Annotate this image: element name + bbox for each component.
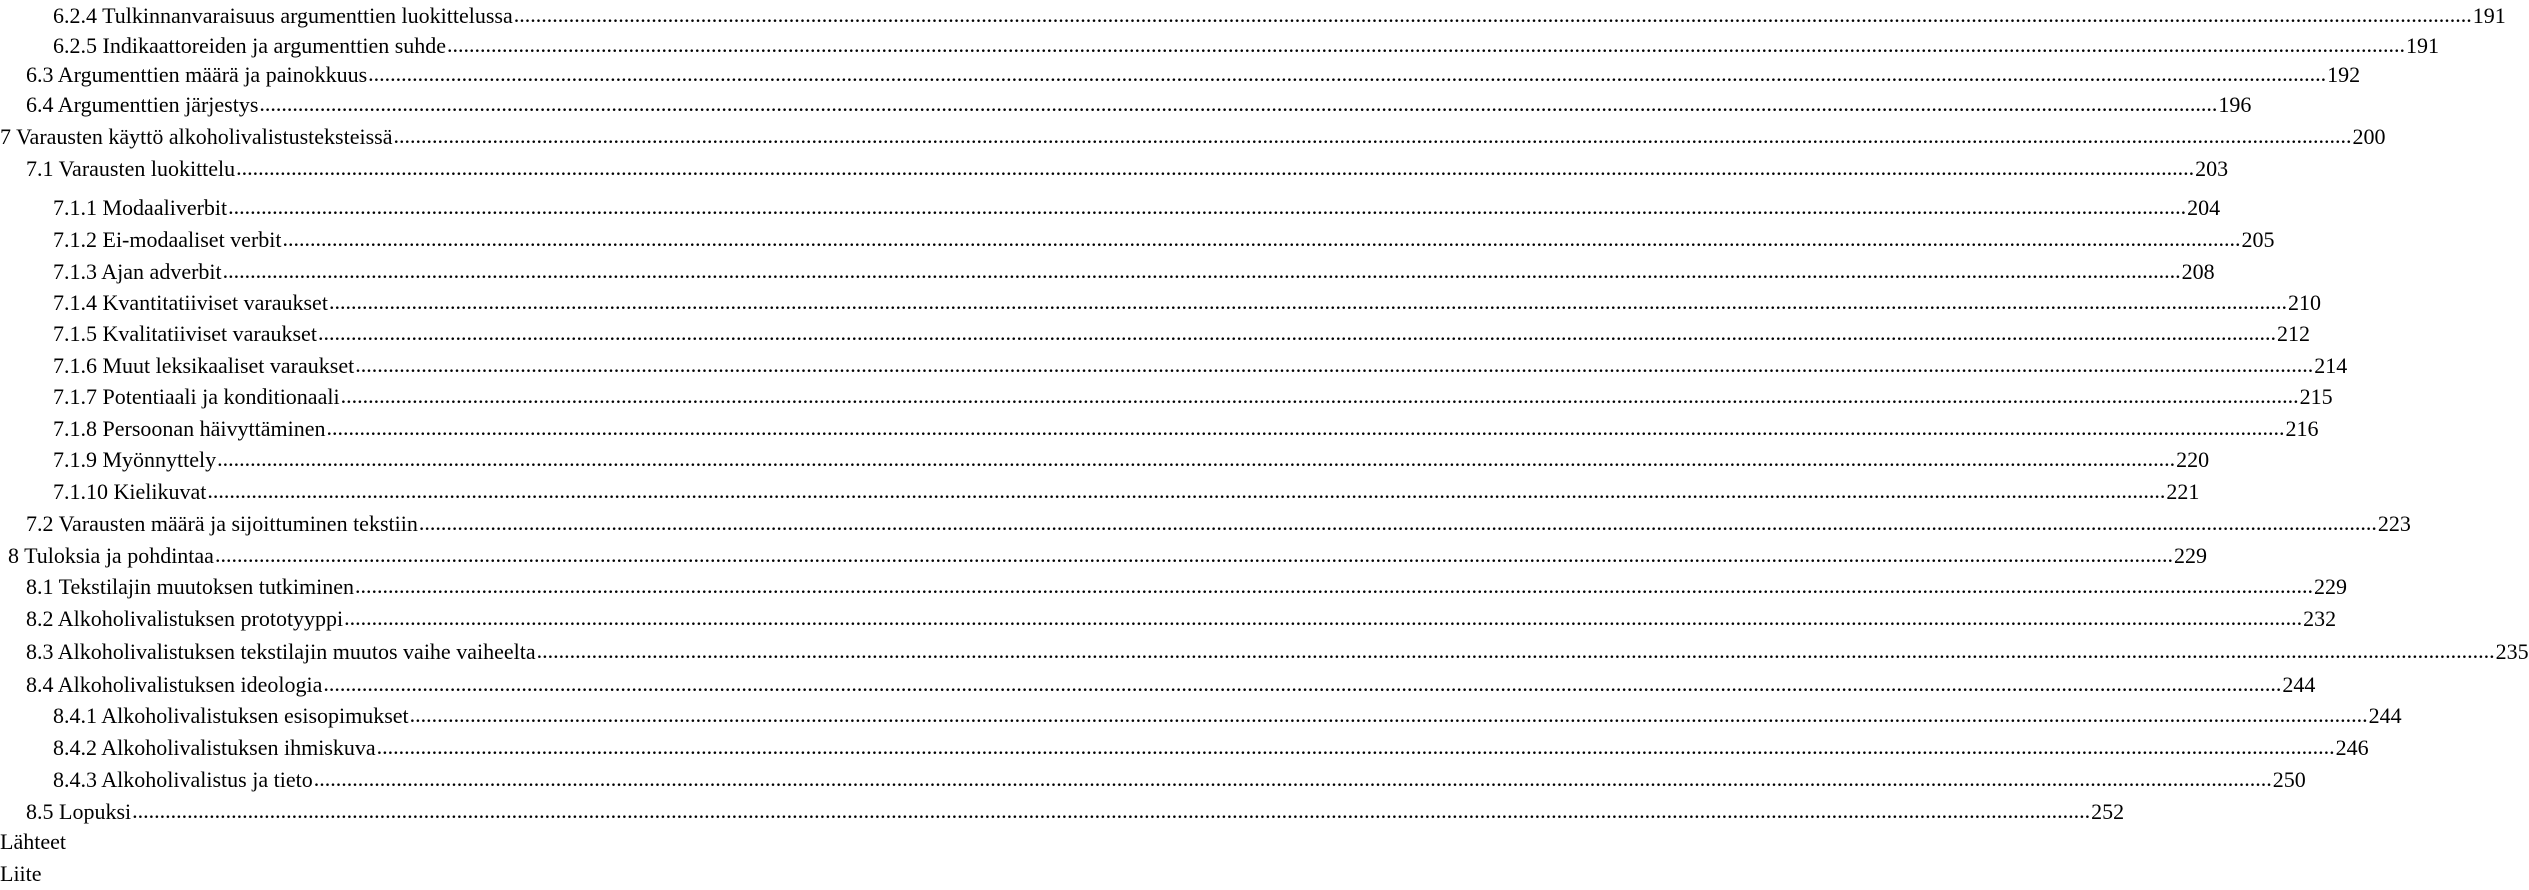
toc-entry-7-1-8[interactable] bbox=[53, 413, 2319, 445]
toc-entry-title: 7.1.3 Ajan adverbit bbox=[53, 259, 222, 284]
toc-entry-7-1-1[interactable] bbox=[53, 192, 2221, 224]
toc-entry-title: 8.4.2 Alkoholivalistuksen ihmiskuva bbox=[53, 735, 376, 760]
toc-leader-dots bbox=[323, 668, 2281, 700]
toc-entry-title: 7.1.1 Modaaliverbit bbox=[53, 195, 228, 220]
toc-entry-8-3[interactable] bbox=[26, 636, 2529, 668]
toc-entry-title: 7.1.8 Persoonan häivyttäminen bbox=[53, 416, 326, 441]
toc-entry-7-2[interactable] bbox=[26, 508, 2411, 540]
toc-leader-dots bbox=[207, 475, 2165, 507]
toc-entry-7[interactable] bbox=[0, 121, 2386, 153]
toc-entry-page: 205 bbox=[2241, 227, 2275, 252]
toc-leader-dots bbox=[537, 635, 2495, 667]
toc-leader-dots bbox=[393, 120, 2351, 152]
toc-leader-dots bbox=[228, 191, 2186, 223]
toc-entry-page: 192 bbox=[2327, 62, 2361, 87]
toc-entry-8-5[interactable] bbox=[26, 796, 2125, 828]
toc-entry-page: 220 bbox=[2176, 447, 2210, 472]
toc-leader-dots bbox=[410, 699, 2368, 731]
toc-entry-title: 8.4.3 Alkoholivalistus ja tieto bbox=[53, 767, 313, 792]
toc-leader-dots bbox=[283, 223, 2241, 255]
toc-entry-title: 7.1.9 Myönnyttely bbox=[53, 447, 217, 472]
toc-entry-title: 8.2 Alkoholivalistuksen prototyyppi bbox=[26, 606, 344, 631]
toc-entry-liite[interactable]: Liite bbox=[0, 861, 42, 886]
toc-entry-page: 250 bbox=[2272, 767, 2306, 792]
toc-leader-dots bbox=[419, 507, 2377, 539]
toc-entry-page: 210 bbox=[2287, 290, 2321, 315]
toc-entry-title: 8.5 Lopuksi bbox=[26, 799, 132, 824]
toc-entry-title: 7.1.10 Kielikuvat bbox=[53, 479, 207, 504]
toc-entry-7-1-3[interactable] bbox=[53, 256, 2215, 288]
toc-leader-dots bbox=[132, 795, 2090, 827]
toc-entry-page: 229 bbox=[2314, 574, 2348, 599]
toc-entry-6-4[interactable] bbox=[26, 89, 2252, 121]
toc-entry-page: 221 bbox=[2166, 479, 2200, 504]
toc-entry-page: 191 bbox=[2472, 3, 2506, 28]
toc-entry-page: 204 bbox=[2187, 195, 2221, 220]
toc-leader-dots bbox=[355, 349, 2313, 381]
toc-entry-7-1-10[interactable] bbox=[53, 476, 2200, 508]
toc-entry-title: 7.1.2 Ei-modaaliset verbit bbox=[53, 227, 282, 252]
toc-entry-title: 6.4 Argumenttien järjestys bbox=[26, 92, 259, 117]
toc-entry-title: 8.4.1 Alkoholivalistuksen esisopimukset bbox=[53, 703, 409, 728]
toc-entry-page: 191 bbox=[2406, 33, 2440, 58]
toc-entry-8[interactable] bbox=[8, 540, 2207, 572]
toc-entry-title: 6.2.5 Indikaattoreiden ja argumenttien suhde bbox=[53, 33, 447, 58]
toc-entry-7-1-6[interactable] bbox=[53, 350, 2348, 382]
toc-entry-page: 200 bbox=[2352, 124, 2386, 149]
toc-entry-title: 8 Tuloksia ja pohdintaa bbox=[8, 543, 214, 568]
toc-entry-6-3[interactable] bbox=[26, 59, 2361, 91]
toc-leader-dots bbox=[341, 380, 2299, 412]
toc-entry-7-1[interactable] bbox=[26, 153, 2229, 185]
toc-entry-8-4-3[interactable] bbox=[53, 764, 2306, 796]
toc-entry-page: 208 bbox=[2181, 259, 2215, 284]
toc-entry-7-1-2[interactable] bbox=[53, 224, 2275, 256]
toc-entry-6-2-4[interactable] bbox=[53, 0, 2506, 32]
toc-entry-page: 235 bbox=[2495, 639, 2529, 664]
toc-entry-page: 223 bbox=[2377, 511, 2411, 536]
toc-entry-page: 246 bbox=[2335, 735, 2369, 760]
toc-entry-8-2[interactable] bbox=[26, 603, 2337, 635]
toc-entry-title: 6.2.4 Tulkinnanvaraisuus argumenttien luokittelussa bbox=[53, 3, 513, 28]
toc-entry-title: 6.3 Argumenttien määrä ja painokkuus bbox=[26, 62, 368, 87]
toc-leader-dots bbox=[215, 539, 2173, 571]
toc-entry-page: 216 bbox=[2285, 416, 2319, 441]
toc-leader-dots bbox=[447, 29, 2405, 61]
toc-entry-title: 8.4 Alkoholivalistuksen ideologia bbox=[26, 672, 323, 697]
toc-entry-page: 229 bbox=[2173, 543, 2207, 568]
toc-entry-lahteet[interactable]: Lähteet bbox=[0, 829, 66, 854]
toc-leader-dots bbox=[259, 88, 2217, 120]
toc-entry-title: 8.1 Tekstilajin muutoksen tutkiminen bbox=[26, 574, 355, 599]
toc-entry-7-1-9[interactable] bbox=[53, 444, 2210, 476]
toc-entry-8-4-1[interactable] bbox=[53, 700, 2402, 732]
toc-entry-page: 203 bbox=[2195, 156, 2229, 181]
toc-entry-page: 244 bbox=[2368, 703, 2402, 728]
toc-leader-dots bbox=[327, 412, 2285, 444]
toc-entry-title: 7 Varausten käyttö alkoholivalistusteksteissä bbox=[0, 124, 393, 149]
toc-entry-page: 215 bbox=[2299, 384, 2333, 409]
toc-leader-dots bbox=[514, 0, 2472, 31]
toc-entry-title: 7.1.5 Kvalitatiiviset varaukset bbox=[53, 321, 317, 346]
toc-entry-8-4-2[interactable] bbox=[53, 732, 2369, 764]
toc-entry-8-1[interactable] bbox=[26, 571, 2348, 603]
toc-leader-dots bbox=[344, 602, 2302, 634]
toc-leader-dots bbox=[217, 443, 2175, 475]
toc-entry-page: 244 bbox=[2282, 672, 2316, 697]
toc-entry-7-1-5[interactable] bbox=[53, 318, 2310, 350]
toc-leader-dots bbox=[377, 731, 2335, 763]
toc-entry-page: 232 bbox=[2303, 606, 2337, 631]
toc-entry-title: 8.3 Alkoholivalistuksen tekstilajin muutos vaihe vaiheelta bbox=[26, 639, 536, 664]
toc-entry-title: 7.1 Varausten luokittelu bbox=[26, 156, 236, 181]
toc-entry-7-1-4[interactable] bbox=[53, 287, 2321, 319]
toc-leader-dots bbox=[223, 255, 2181, 287]
toc-leader-dots bbox=[368, 58, 2326, 90]
toc-leader-dots bbox=[236, 152, 2194, 184]
toc-entry-page: 196 bbox=[2218, 92, 2252, 117]
toc-entry-page: 214 bbox=[2314, 353, 2348, 378]
toc-leader-dots bbox=[329, 286, 2287, 318]
toc-entry-7-1-7[interactable] bbox=[53, 381, 2333, 413]
toc-entry-page: 212 bbox=[2276, 321, 2310, 346]
toc-leader-dots bbox=[355, 570, 2313, 602]
toc-entry-title: 7.1.7 Potentiaali ja konditionaali bbox=[53, 384, 340, 409]
toc-entry-title: 7.2 Varausten määrä ja sijoittuminen tekstiin bbox=[26, 511, 418, 536]
toc-entry-title: 7.1.4 Kvantitatiiviset varaukset bbox=[53, 290, 328, 315]
toc-leader-dots bbox=[314, 763, 2272, 795]
toc-leader-dots bbox=[318, 317, 2276, 349]
toc-entry-page: 252 bbox=[2091, 799, 2125, 824]
toc-entry-8-4[interactable] bbox=[26, 669, 2316, 701]
toc-entry-title: 7.1.6 Muut leksikaaliset varaukset bbox=[53, 353, 355, 378]
